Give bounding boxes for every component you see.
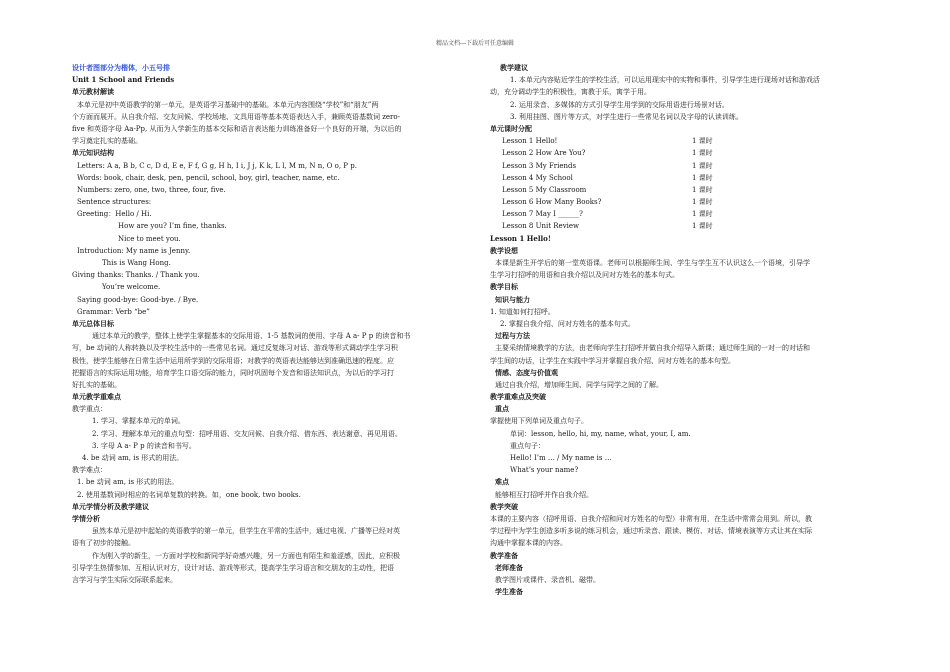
text-line: 教学难点： [72,466,107,475]
lesson-row [490,172,880,184]
text-line: 能够相互打招呼并作自我介绍。 [495,490,593,499]
section-heading: 学生准备 [495,587,523,597]
text-line: Nice to meet you. [118,234,181,243]
text-line: 极性，使学生能够在日常生活中运用所学到的交际用语；对教学的英语表达能够达到准确迅速的程度。应 [72,356,394,365]
text-line: five 和英语字母 Aa-Pp, 从而为入学新生的基本交际和语言表达能力训练准备好一个良好的开端，为以后的 [72,124,402,133]
text-line: 4. be 动词 am, is 形式的用法。 [82,454,184,462]
page-header: 精品文档---下载后可任意编辑 [435,40,515,47]
text-line: 2. 学习、理解本单元的重点句型：招呼用语、交友问候、自我介绍、借东西、表达谢意、再见用语。 [92,429,402,438]
lesson-hours: 1 课时 [692,149,713,158]
text-line: Hello! I’m … / My name is … [510,454,612,462]
text-line: 2. 运用录音、多媒体的方式引导学生用学到的交际用语进行场景对话。 [510,100,729,109]
text-line: 3. 利用挂图、图片等方式，对学生进行一些常见名词以及字母的认读训练。 [510,112,743,121]
text-line: 写，be 动词的人称转换以及学校生活中的一些常见名词。通过反复练习对话、游戏等形式调动学生学习积 [72,344,398,353]
section-heading: 教学重难点及突破 [490,392,546,402]
teaching-suggestions-section [490,62,880,135]
lesson-title: Lesson 5 My Classroom [502,185,587,194]
lesson-hours: 1 课时 [692,198,713,207]
text-line: Words: book, chair, desk, pen, pencil, school, boy, girl, teacher, name, etc. [77,173,340,182]
section-heading: 教学设想 [490,245,518,255]
lesson-row [490,147,880,159]
lesson-hours: 1 课时 [692,222,713,231]
lesson-title: Lesson 7 May I ______? [502,210,583,219]
text-line: Introduction: My name is Jenny. [77,246,191,255]
text-line: 单词：lesson, hello, hi, my, name, what, your, I, am. [510,429,691,438]
lesson-hours: 1 课时 [692,137,713,146]
text-line: 1. be 动词 am, is 形式的用法。 [77,478,179,487]
section-heading: 单元总体目标 [72,318,114,328]
text-line: 个方面而展开。从自我介绍、交友问候、学校场地、文具用语等基本英语表达入手，兼顾英语基数词 zero- [72,112,400,121]
text-line: 学过程中为学生创造多听多说的练习机会，通过听录音、跟读、模仿、对话、情境表演等方式让其在实际 [490,527,812,536]
text-line: 主要采纳情境教学的方法，由老师向学生打招呼并做自我介绍导入新课；通过师生间的一对一的对话和 [495,344,810,353]
text-line: How are you? I’m fine, thanks. [118,222,227,231]
text-line: 1. 知道如何打招呼。 [490,307,555,316]
text-line: 重点句子： [510,441,545,450]
lesson-title: Lesson 2 How Are You? [502,149,586,158]
section-heading: 单元学情分析及教学建议 [72,501,149,511]
text-line: 1. 本单元内容贴近学生的学校生活，可以运用现实中的实物和事件，引导学生进行现场对话和游戏活 [510,76,820,85]
text-line: 学生间的功话，让学生在实践中学习并掌握自我介绍、问对方姓名的基本句型。 [490,356,735,365]
text-line: 学习奠定扎实的基础。 [72,137,142,146]
text-line: Letters: A a, B b, C c, D d, E e, F f, G g, H h, I i, J j, K k, L l, M m, N n, O o, P p. [77,161,357,170]
text-line: 2. 使用基数词时相应的名词单复数的转换。如，one book, two books. [77,490,301,499]
text-line: 引导学生热情参加、互相认识对方，设计对话、游戏等形式，提高学生学习语言和交朋友的主动性，把语 [72,563,394,572]
lesson-hours: 1 课时 [692,185,713,194]
section-heading: 情感、态度与价值观 [495,367,558,377]
section-heading: 难点 [495,477,509,487]
lesson-row [490,135,880,147]
section-heading: 重点 [495,404,509,414]
section-heading: 单元教材解读 [72,87,114,97]
text-line: 通过本单元的教学，整体上使学生掌握基本的交际用语、1-5 基数词的使用、字母 A a- P p 的读音和书 [92,332,411,341]
text-line: 2. 掌握自我介绍、问对方姓名的基本句式。 [500,319,635,328]
section-heading: 过程与方法 [495,331,530,341]
text-line: Grammar: Verb “be” [77,307,150,316]
text-line: 好扎实的基础。 [72,380,121,389]
text-line: Saying good-bye: Good-bye. / Bye. [77,295,199,304]
text-line: Sentence structures: [77,198,152,207]
text-line: 1. 学习、掌握本单元的单词。 [92,417,185,426]
section-heading: 知识与能力 [495,294,530,304]
text-line: 本单元是初中英语教学的第一单元，是英语学习基础中的基础。本单元内容围绕“学校”和“朋友”两 [77,100,379,109]
lesson-title: Lesson 8 Unit Review [502,222,580,231]
lesson-title: Lesson 1 Hello! [502,137,558,146]
section-heading: Unit 1 School and Friends [72,75,175,85]
text-line: 动，充分调动学生的积极性，寓教于乐，寓学于用。 [490,88,651,97]
text-line: You’re welcome. [102,283,161,292]
text-line: 掌握使用下列单词及重点句子。 [490,417,588,426]
section-heading: 教学建议 [500,63,528,72]
text-line: 作为刚入学的新生，一方面对学校和新同学好奇感兴趣，另一方面也有陌生和羞涩感，因此，应积极 [92,551,400,560]
text-line: 本课是新生开学后的第一堂英语课。老师可以根据师生间、学生与学生互不认识这么一个语境，引导学 [495,259,810,267]
text-line: Greeting：Hello / Hi. [77,210,152,219]
lesson-1-section [490,233,880,599]
text-line: 虽然本单元是初中起始的英语教学的第一单元，但学生在平常的生活中，通过电视、广播等已经对英 [92,527,400,536]
section-heading: 单元教学重难点 [72,392,121,402]
lesson-hours: 1 课时 [692,173,713,182]
right-column [490,62,880,598]
text-line: 通过自我介绍，增加师生间、同学与同学之间的了解。 [495,380,663,389]
lesson-hours: 1 课时 [692,210,713,219]
lesson-row [490,196,880,208]
lesson-hours: 1 课时 [692,161,713,170]
text-line: Numbers: zero, one, two, three, four, five. [77,185,226,194]
lesson-title: Lesson 4 My School [502,173,573,182]
text-line: 教学图片或课件、录音机、磁带。 [495,575,600,584]
text-line: 教学重点： [72,405,107,414]
lesson-row [490,184,880,196]
section-heading: 单元知识结构 [72,148,114,158]
lesson-title: Lesson 6 How Many Books? [502,198,602,207]
lesson-row [490,208,880,220]
text-line: 本课的主要内容（招呼用语、自我介绍和问对方姓名的句型）非常有用，在生活中常常会用到。所以，教 [490,514,812,523]
section-heading: 学情分析 [72,513,100,523]
text-line: 沟通中掌握本课的内容。 [490,539,567,548]
lesson-row [490,220,880,232]
lesson-row [490,160,880,172]
text-line: This is Wang Hong. [102,259,171,267]
text-line: Giving thanks: Thanks. / Thank you. [72,271,200,280]
left-column [72,62,484,586]
text-line: What’s your name? [510,466,579,475]
text-line: 言学习与学生实际交际联系起来。 [72,575,177,584]
section-heading: 教学突破 [490,501,518,511]
section-heading: 教学目标 [490,282,518,292]
text-line: 把握语言的实际运用功能，培育学生口语交际的能力，同时巩固每个发音和语法知识点，为以后的学习打 [72,368,394,377]
lesson-title: Lesson 3 My Friends [502,161,577,170]
text-line: 语有了初步的接触。 [72,539,135,548]
text-line: 设计者图部分为楷体，小五号排 [72,63,170,72]
section-heading: 老师准备 [495,562,523,572]
text-line: 3. 字母 A a- P p 的读音和书写。 [92,441,196,450]
section-heading: Lesson 1 Hello! [490,233,551,243]
section-heading: 教学准备 [490,550,518,560]
text-line: 生学习打招呼的用语和自我介绍以及问对方姓名的基本句式。 [490,271,679,280]
section-heading: 单元课时分配 [490,123,532,133]
lesson-schedule [490,135,880,233]
